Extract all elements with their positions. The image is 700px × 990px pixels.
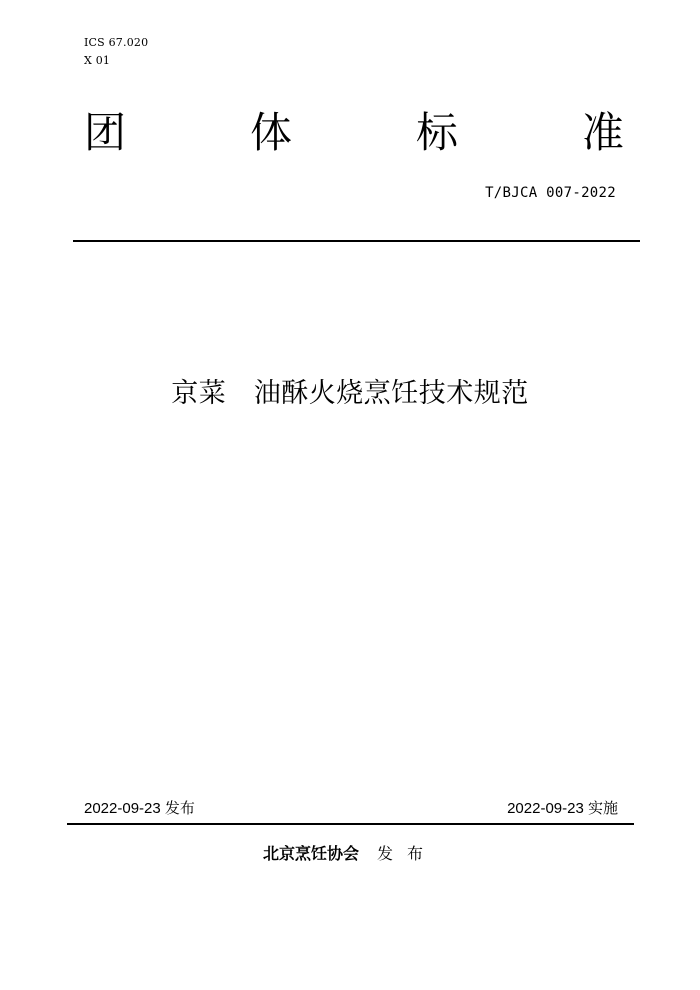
issuer-line — [0, 846, 700, 862]
standard-type-char: 体 — [249, 108, 292, 157]
footer-divider — [67, 823, 634, 825]
standard-type-char: 标 — [415, 108, 458, 157]
header-divider — [73, 240, 640, 242]
standard-type-char: 准 — [581, 108, 624, 157]
issuer-action: 发布 — [377, 844, 438, 863]
ics-code: ICS 67.020 — [84, 36, 149, 49]
standard-type-char: 团 — [84, 108, 127, 157]
ccs-code: X 01 — [84, 54, 111, 67]
standard-type-heading — [84, 108, 624, 157]
standard-number: T/BJCA 007-2022 — [485, 185, 616, 201]
document-title: 京菜 油酥火烧烹饪技术规范 — [171, 378, 529, 409]
implementation-date: 2022-09-23 实施 — [507, 800, 618, 817]
issuer-organization: 北京烹饪协会 — [262, 844, 359, 863]
issue-date: 2022-09-23 发布 — [84, 800, 195, 817]
